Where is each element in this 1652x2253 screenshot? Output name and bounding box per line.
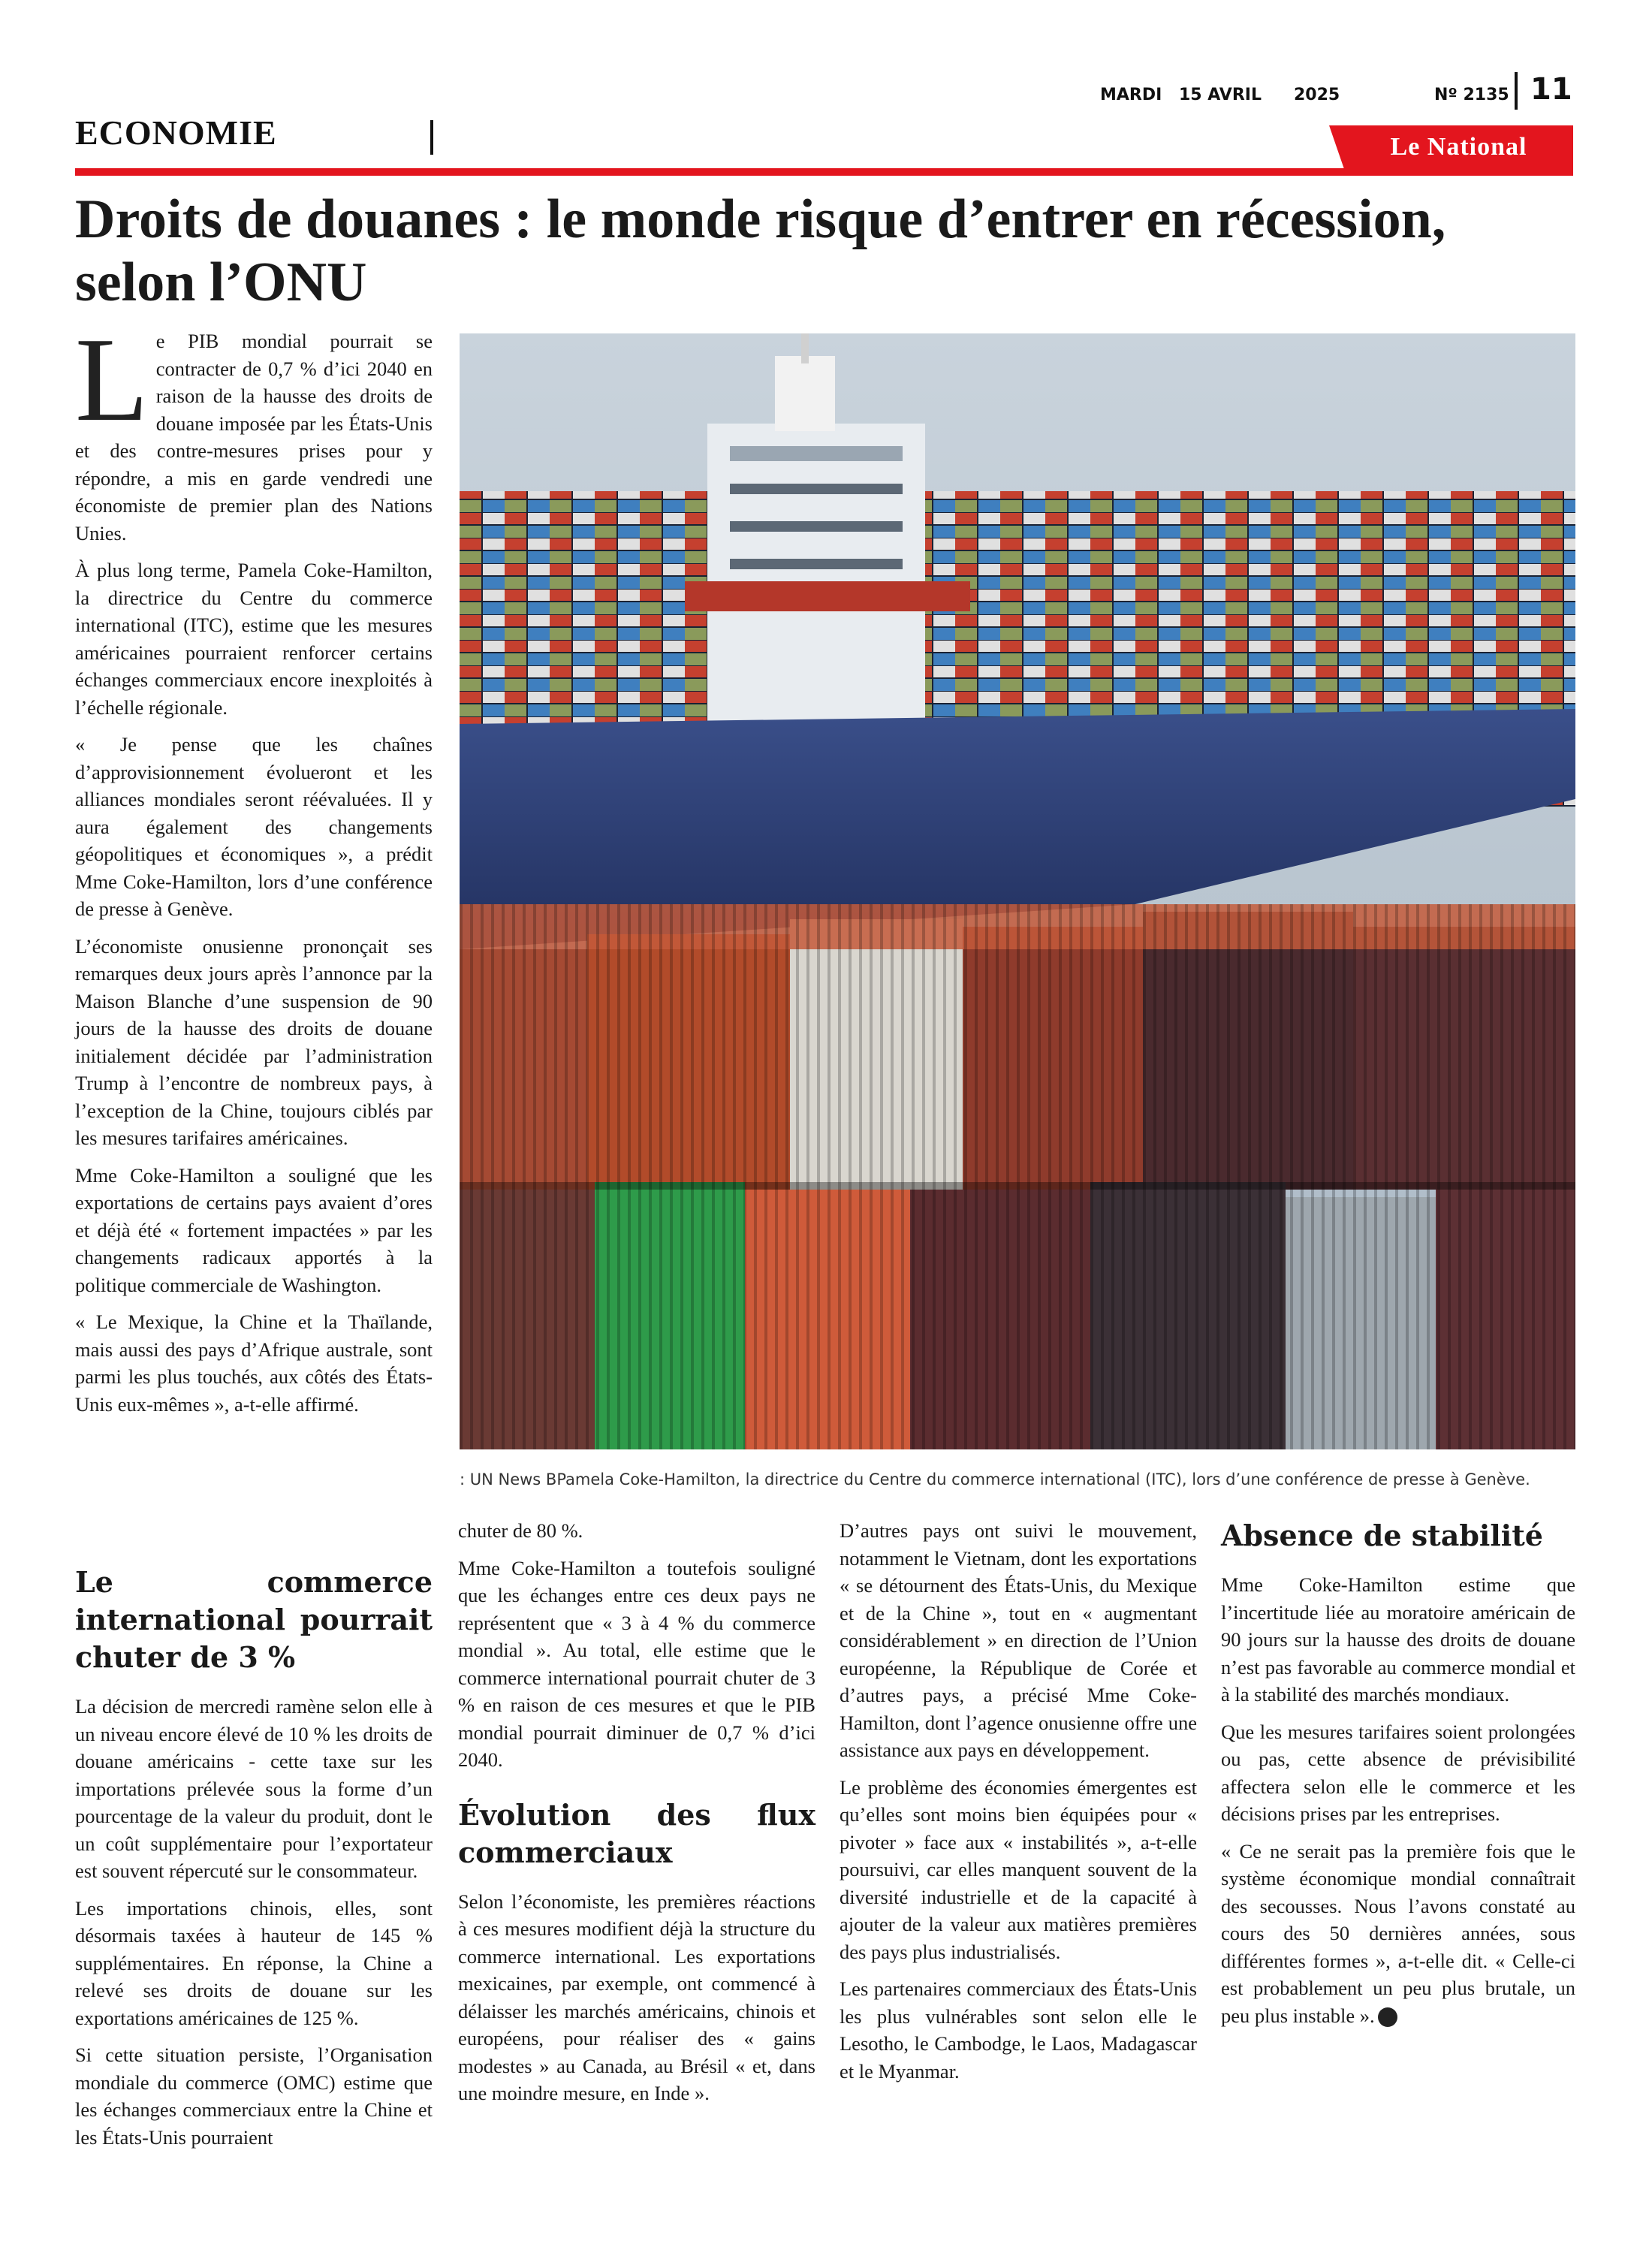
paragraph: La décision de mercredi ramène selon elle à un niveau encore élevé de 10 % les droits de douane américains - cette taxe sur les importations prélevée sous la forme d’un pourcentage de la valeur du produit, dont le un coût supplémentaire pour l’exportateur est souvent répercuté sur le consommateur. <box>75 1695 433 1882</box>
paragraph: Le problème des économies émergentes est qu’elles sont moins bien équipées pour « pivoter » face aux « instabilités », a-t-elle poursuivi, car elles manquent souvent de la diversité industrielle et de la capacité à ajouter de la valeur aux matières premières des pays plus industrialisés. <box>840 1775 1197 1963</box>
subhead-stabilite: Absence de stabilité <box>1221 1519 1543 1552</box>
column-4 <box>1221 1517 1575 2039</box>
final-paragraph-text: « Ce ne serait pas la première fois que le système économique mondial connaîtrait des secousses. Nous l’avons constaté au cours des 50 dernières années, sous différentes formes », a-t-elle dit. « Celle-ci est probablement un peu plus brutale, un peu plus instable ». <box>1221 1839 1575 2027</box>
paragraph: Mme Coke-Hamilton estime que l’incertitude liée au moratoire américain de 90 jours sur la hausse des droits de douane n’est pas favorable au commerce mondial et à la stabilité des marchés mondiaux. <box>1221 1573 1575 1706</box>
issue-number: Nº 2135 <box>1434 86 1509 104</box>
headline: Droits de douanes : le monde risque d’entrer en récession, selon l’ONU <box>75 189 1446 313</box>
paragraph: « Le Mexique, la Chine et la Thaïlande, mais aussi des pays d’Afrique australe, sont parmi les plus touchés, aux côtés des États-Unis eux-mêmes », a-t-elle affirmé. <box>75 1310 433 1416</box>
paragraph: Selon l’économiste, les premières réactions à ces mesures modifient déjà la structure du commerce international. Les exportations mexicaines, par exemple, ont commencé à délaisser les marchés américains, chinois et européens, pour réaliser des « gains modestes » au Canada, au Brésil « et, dans une moindre mesure, en Inde ». <box>458 1890 815 2104</box>
paragraph: Les partenaires commerciaux des États-Unis les plus vulnérables sont selon elle le Lesotho, le Cambodge, le Laos, Madagascar et le Myanmar. <box>840 1977 1197 2083</box>
section-divider <box>430 120 433 155</box>
column-3 <box>840 1517 1197 2095</box>
paragraph: D’autres pays ont suivi le mouvement, notamment le Vietnam, dont les exportations « se détournent des États-Unis, du Mexique et de la Chine », tout en « augmentant considérablement » en direction de l’Union européenne, la République de Corée et d’autres pays, a précisé Mme Coke-Hamilton, dont l’agence onusienne offre une assistance aux pays en développement. <box>840 1519 1197 1761</box>
lead-paragraph <box>75 312 433 547</box>
column-1-lower <box>75 1564 433 2161</box>
subhead-flux: Évolution des flux commerciaux <box>458 1797 815 1869</box>
page-number: 11 <box>1530 72 1572 107</box>
paragraph: Mme Coke-Hamilton a souligné que les exportations de certains pays avaient d’ores et déjà été « fortement impactées » par les changements radicaux apportés à la politique commerciale de Washington. <box>75 1163 433 1296</box>
paragraph: Les importations chinois, elles, sont désormais taxées à hauteur de 145 % supplémentaires. En réponse, la Chine a relevé ses droits de douane sur les exportations américaines de 125 %. <box>75 1896 433 2029</box>
date-day: MARDI <box>1100 86 1162 104</box>
lead-text: e PIB mondial pourrait se contracter de 0,7 % d’ici 2040 en raison de la hausse des droits de douane imposée par les États-Unis et des contre-mesures prises pour y répondre, a mis en garde vendredi une économiste de premier plan des Nations Unies. <box>75 330 433 544</box>
photo-caption: : UN News BPamela Coke-Hamilton, la directrice du Centre du commerce international (ITC), lors d’une conférence de presse à Genève. <box>460 1470 1530 1488</box>
section-name: ECONOMIE <box>75 113 277 152</box>
end-mark-icon <box>1378 2007 1397 2027</box>
final-paragraph <box>1221 1838 1575 2030</box>
paragraph: L’économiste onusienne prononçait ses remarques deux jours après l’annonce par la Maison Blanche d’une suspension de 90 jours de la hausse des droits de douane initialement décidée par l’administration Trump à l’encontre de nombreux pays, à l’exception de la Chine, toujours ciblés par les mesures tarifaires américaines. <box>75 934 433 1149</box>
column-1 <box>75 312 433 1428</box>
column-2 <box>458 1517 815 2117</box>
paragraph: chuter de 80 %. <box>458 1519 583 1542</box>
paragraph: Si cette situation persiste, l’Organisation mondiale du commerce (OMC) estime que les échanges commerciaux entre la Chine et les États-Unis pourraient <box>75 2043 433 2149</box>
brand-name: Le National <box>1390 133 1527 161</box>
drop-cap: L <box>75 312 149 446</box>
brand-notch <box>1329 125 1344 169</box>
cargo-ship-photo <box>460 333 1575 1449</box>
paragraph: Que les mesures tarifaires soient prolongées ou pas, cette absence de prévisibilité affectera selon elle le commerce et les décisions prises par les entreprises. <box>1221 1720 1575 1825</box>
subhead-commerce: Le commerce international pourrait chuter de 3 % <box>75 1565 433 1674</box>
date-day-month: 15 AVRIL <box>1179 86 1262 104</box>
header-rule <box>75 168 1573 176</box>
paragraph: À plus long terme, Pamela Coke-Hamilton, la directrice du Centre du commerce international (ITC), estime que les mesures américaines pourraient renforcer certains échanges commerciaux encore inexploités à l’échelle régionale. <box>75 559 433 719</box>
page-number-divider <box>1515 72 1518 110</box>
paragraph: « Je pense que les chaînes d’approvisionnement évolueront et les alliances mondiales seront réévaluées. Il y aura également des changements géopolitiques et économiques », a prédit Mme Coke-Hamilton, lors d’une conférence de presse à Genève. <box>75 733 433 920</box>
paragraph: Mme Coke-Hamilton a toutefois souligné que les échanges entre ces deux pays ne représentent que « 3 à 4 % du commerce mondial ». Au total, elle estime que le commerce international pourrait chuter de 3 % en raison de ces mesures et que le PIB mondial pourrait diminuer de 0,7 % d’ici 2040. <box>458 1556 815 1771</box>
date-year: 2025 <box>1294 86 1340 104</box>
